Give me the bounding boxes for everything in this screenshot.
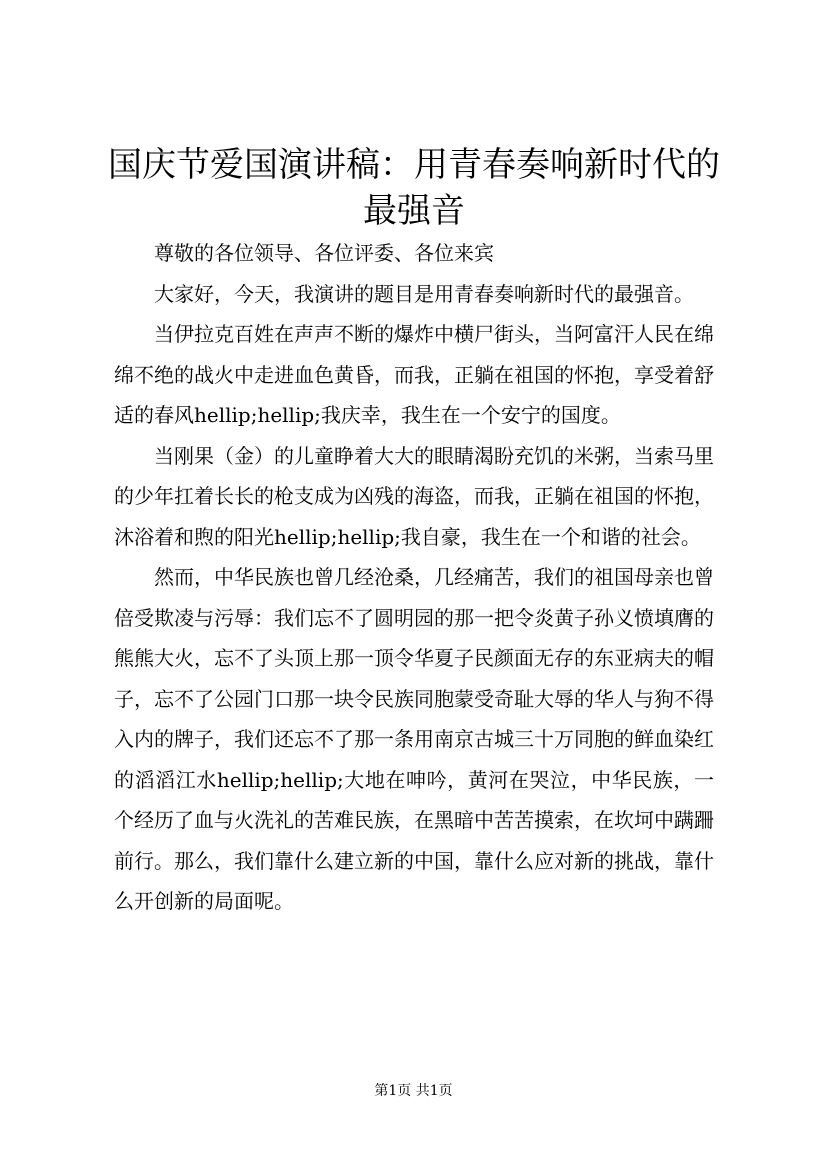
salutation-paragraph: 尊敬的各位领导、各位评委、各位来宾 xyxy=(154,241,494,265)
greeting-paragraph: 大家好，今天，我演讲的题目是用青春奏响新时代的最强音。 xyxy=(154,281,694,306)
body-paragraph: 当伊拉克百姓在声声不断的爆炸中横尸街头，当阿富汗人民在绵绵不绝的战火中走进血色黄昏，而我，正躺在祖国的怀抱，享受着舒适的春风hellip;hellip;我庆幸，我生在一个安宁的国度。 xyxy=(114,322,714,427)
page-number-footer: 第1页 共1页 xyxy=(374,1083,453,1099)
document-body xyxy=(114,233,714,922)
body-paragraph: 当刚果（金）的儿童睁着大大的眼睛渴盼充饥的米粥，当索马里的少年扛着长长的枪支成为凶残的海盗，而我，正躺在祖国的怀抱，沐浴着和煦的阳光hellip;hellip;我自豪，我生在一个和谐的社会。 xyxy=(114,443,714,549)
body-paragraph: 然而，中华民族也曾几经沧桑，几经痛苦，我们的祖国母亲也曾倍受欺凌与污辱：我们忘不了圆明园的那一把令炎黄子孙义愤填膺的熊熊大火，忘不了头顶上那一顶令华夏子民颜面无存的东亚病夫的帽子，忘不了公园门口那一块令民族同胞蒙受奇耻大辱的华人与狗不得入内的牌子，我们还忘不了那一条用南京古城三十万同胞的鲜血染红的滔滔江水hellip;hellip;大地在呻吟，黄河在哭泣，中华民族，一个经历了血与火洗礼的苦难民族，在黑暗中苦苦摸索，在坎坷中蹒跚前行。那么，我们靠什么建立新的中国，靠什么应对新的挑战，靠什么开创新的局面呢。 xyxy=(114,565,714,913)
document-title: 国庆节爱国演讲稿：用青春奏响新时代的最强音 xyxy=(108,145,720,231)
